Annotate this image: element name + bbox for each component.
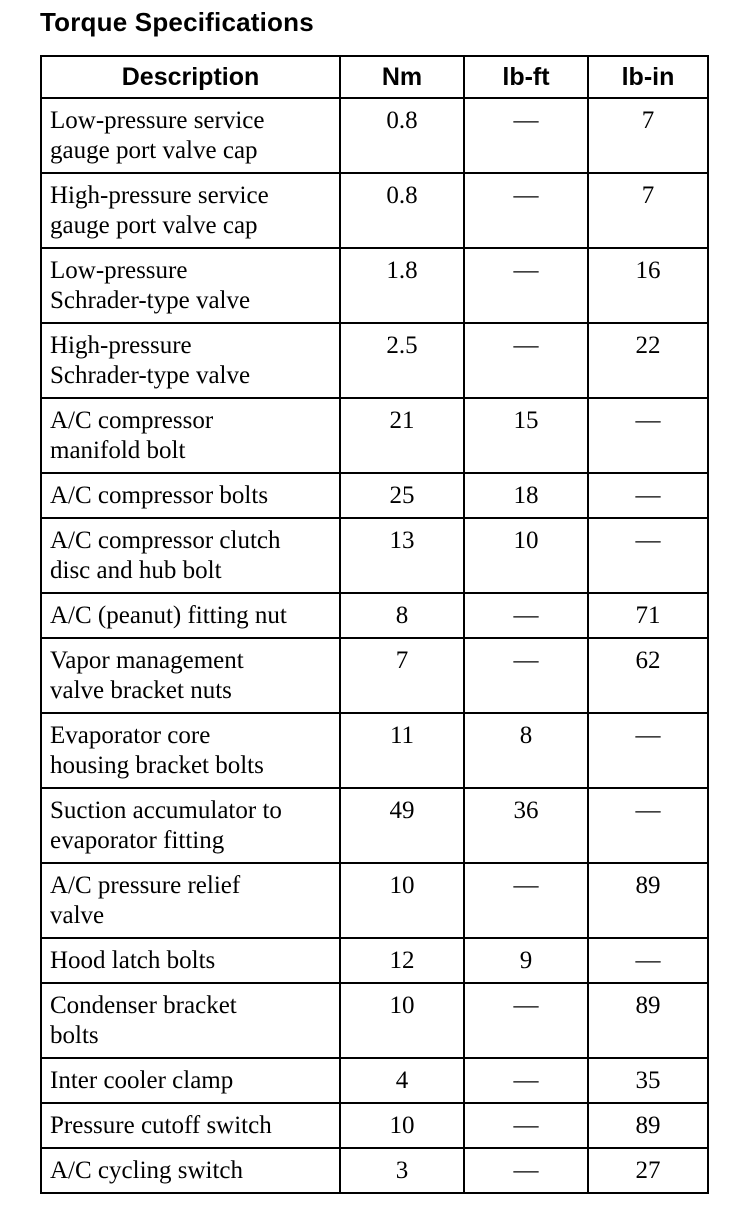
lbft-cell: 10	[464, 518, 588, 593]
nm-cell: 7	[340, 638, 464, 713]
description-line: A/C cycling switch	[50, 1157, 244, 1184]
lbft-cell: —	[464, 1148, 588, 1193]
description-cell	[41, 173, 340, 248]
description-line: bolts	[50, 1022, 99, 1049]
nm-cell: 3	[340, 1148, 464, 1193]
description-cell	[41, 1103, 340, 1148]
table-row	[41, 1103, 708, 1148]
lbin-cell: —	[588, 473, 708, 518]
lbin-cell: 22	[588, 323, 708, 398]
nm-cell: 8	[340, 593, 464, 638]
description-line: A/C (peanut) fitting nut	[50, 602, 287, 629]
lbin-cell: 7	[588, 173, 708, 248]
description-cell	[41, 518, 340, 593]
lbft-cell: —	[464, 98, 588, 173]
description-line: Low-pressure	[50, 257, 188, 284]
table-row	[41, 938, 708, 983]
table-row	[41, 398, 708, 473]
lbft-cell: —	[464, 1058, 588, 1103]
description-cell	[41, 593, 340, 638]
description-cell	[41, 248, 340, 323]
description-cell	[41, 473, 340, 518]
lbin-cell: —	[588, 398, 708, 473]
lbft-cell: 8	[464, 713, 588, 788]
lbft-cell: —	[464, 173, 588, 248]
nm-cell: 25	[340, 473, 464, 518]
nm-cell: 1.8	[340, 248, 464, 323]
lbin-cell: 89	[588, 1103, 708, 1148]
description-cell	[41, 863, 340, 938]
description-line: gauge port valve cap	[50, 137, 258, 164]
description-line: Inter cooler clamp	[50, 1067, 234, 1094]
lbin-cell: —	[588, 938, 708, 983]
description-line: Low-pressure service	[50, 107, 265, 134]
lbin-cell: 35	[588, 1058, 708, 1103]
lbin-cell: 89	[588, 983, 708, 1058]
lbft-cell: —	[464, 1103, 588, 1148]
lbft-cell: —	[464, 593, 588, 638]
header-row	[41, 56, 708, 98]
table-row	[41, 248, 708, 323]
description-line: valve bracket nuts	[50, 677, 232, 704]
torque-spec-table	[40, 55, 709, 1194]
table-row	[41, 638, 708, 713]
nm-cell: 11	[340, 713, 464, 788]
lbin-cell: —	[588, 518, 708, 593]
page-title: Torque Specifications	[40, 7, 314, 37]
table-body	[41, 98, 708, 1193]
description-cell	[41, 1058, 340, 1103]
nm-cell: 0.8	[340, 173, 464, 248]
table-row	[41, 863, 708, 938]
header-description: Description	[41, 56, 340, 98]
header-lbft: lb-ft	[464, 56, 588, 98]
description-line: Evaporator core	[50, 722, 211, 749]
description-line: Schrader-type valve	[50, 362, 251, 389]
description-line: Hood latch bolts	[50, 947, 216, 974]
lbft-cell: 9	[464, 938, 588, 983]
description-line: A/C compressor	[50, 407, 214, 434]
description-line: Pressure cutoff switch	[50, 1112, 272, 1139]
nm-cell: 13	[340, 518, 464, 593]
description-cell	[41, 983, 340, 1058]
description-line: A/C compressor bolts	[50, 482, 269, 509]
table-row	[41, 1148, 708, 1193]
nm-cell: 12	[340, 938, 464, 983]
table-row	[41, 98, 708, 173]
table-row	[41, 323, 708, 398]
description-line: evaporator fitting	[50, 827, 225, 854]
lbin-cell: 71	[588, 593, 708, 638]
lbft-cell: 15	[464, 398, 588, 473]
description-line: valve	[50, 902, 105, 929]
table-row	[41, 518, 708, 593]
description-line: High-pressure service	[50, 182, 269, 209]
description-cell	[41, 713, 340, 788]
nm-cell: 2.5	[340, 323, 464, 398]
lbft-cell: —	[464, 863, 588, 938]
description-cell	[41, 938, 340, 983]
table-row	[41, 173, 708, 248]
description-line: Vapor management	[50, 647, 244, 674]
lbft-cell: —	[464, 323, 588, 398]
description-line: disc and hub bolt	[50, 557, 222, 584]
description-cell	[41, 398, 340, 473]
description-line: Condenser bracket	[50, 992, 237, 1019]
nm-cell: 21	[340, 398, 464, 473]
description-cell	[41, 323, 340, 398]
lbin-cell: —	[588, 713, 708, 788]
table-row	[41, 1058, 708, 1103]
description-line: High-pressure	[50, 332, 192, 359]
header-lbin: lb-in	[588, 56, 708, 98]
description-cell	[41, 788, 340, 863]
lbin-cell: 16	[588, 248, 708, 323]
lbft-cell: —	[464, 983, 588, 1058]
lbin-cell: —	[588, 788, 708, 863]
lbft-cell: 36	[464, 788, 588, 863]
lbin-cell: 7	[588, 98, 708, 173]
description-cell	[41, 1148, 340, 1193]
nm-cell: 49	[340, 788, 464, 863]
nm-cell: 10	[340, 1103, 464, 1148]
lbin-cell: 89	[588, 863, 708, 938]
lbft-cell: —	[464, 638, 588, 713]
description-line: manifold bolt	[50, 437, 186, 464]
table-row	[41, 983, 708, 1058]
table-row	[41, 593, 708, 638]
description-cell	[41, 98, 340, 173]
table-row	[41, 788, 708, 863]
lbin-cell: 27	[588, 1148, 708, 1193]
lbft-cell: —	[464, 248, 588, 323]
description-line: A/C compressor clutch	[50, 527, 281, 554]
nm-cell: 10	[340, 983, 464, 1058]
description-line: housing bracket bolts	[50, 752, 264, 779]
description-cell	[41, 638, 340, 713]
nm-cell: 4	[340, 1058, 464, 1103]
description-line: A/C pressure relief	[50, 872, 241, 899]
table-row	[41, 713, 708, 788]
description-line: Suction accumulator to	[50, 797, 282, 824]
table-row	[41, 473, 708, 518]
nm-cell: 0.8	[340, 98, 464, 173]
lbin-cell: 62	[588, 638, 708, 713]
description-line: gauge port valve cap	[50, 212, 258, 239]
nm-cell: 10	[340, 863, 464, 938]
description-line: Schrader-type valve	[50, 287, 251, 314]
lbft-cell: 18	[464, 473, 588, 518]
header-nm: Nm	[340, 56, 464, 98]
